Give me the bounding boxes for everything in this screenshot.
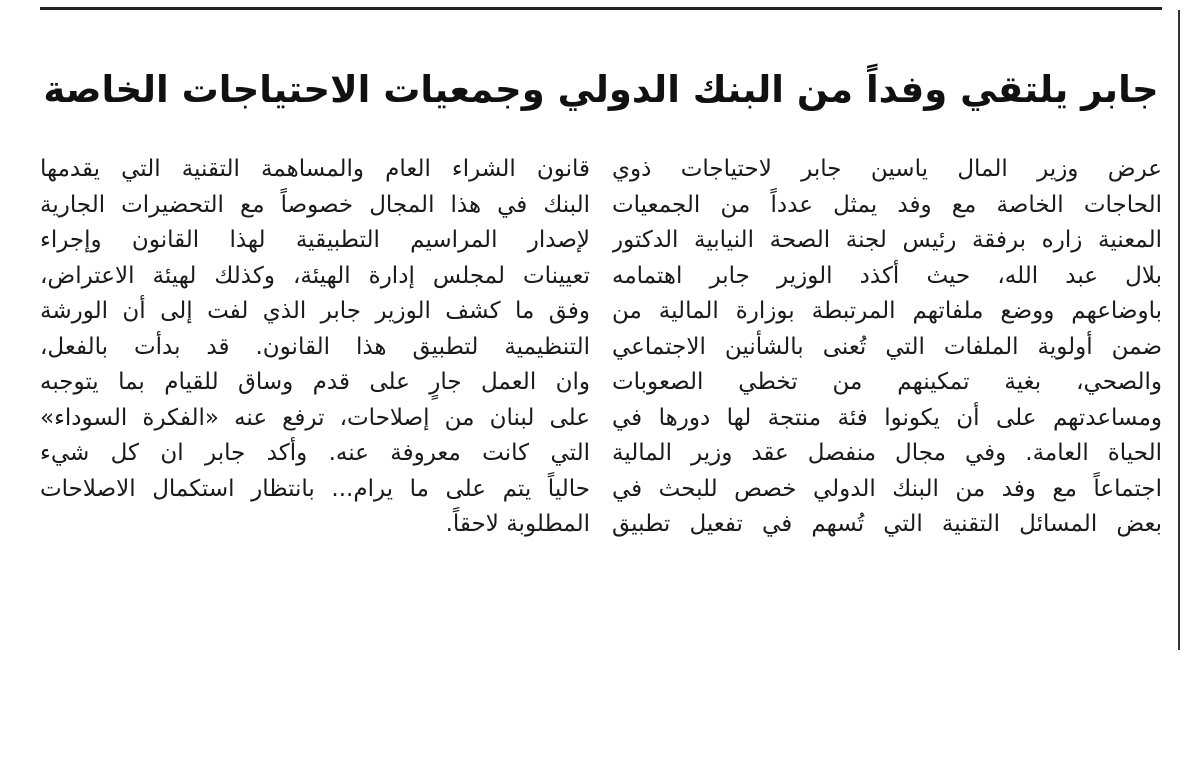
body-line: اجتماعاً مع وفد من البنك الدولي خصص للبحث في bbox=[612, 475, 1162, 502]
body-line: التي كانت معروفة عنه. وأكد جابر ان كل شيء bbox=[40, 440, 590, 466]
body-line: البنك في هذا المجال خصوصاً مع التحضيرات الجارية bbox=[40, 191, 590, 218]
body-line: المعنية زاره برفقة رئيس لجنة الصحة النيابية الدكتور bbox=[612, 227, 1162, 253]
body-line: ضمن أولوية الملفات التي تُعنى بالشأنين الاجتماعي bbox=[612, 333, 1162, 360]
body-line: عرض وزير المال ياسين جابر لاحتياجات ذوي bbox=[612, 156, 1162, 182]
body-line: والصحي، بغية تمكينهم من تخطي الصعوبات bbox=[612, 369, 1162, 395]
body-line: تعيينات لمجلس إدارة الهيئة، وكذلك لهيئة الاعتراض، bbox=[40, 262, 590, 289]
body-line: بعض المسائل التقنية التي تُسهم في تفعيل تطبيق bbox=[612, 511, 1162, 537]
body-line: ومساعدتهم على أن يكونوا فئة منتجة لها دورها في bbox=[612, 404, 1162, 431]
body-line: حالياً يتم على ما يرام... بانتظار استكمال الاصلاحات bbox=[40, 475, 590, 502]
body-line: وان العمل جارٍ على قدم وساق للقيام بما يتوجبه bbox=[40, 369, 590, 395]
body-line: بلال عبد الله، حيث أكذد الوزير جابر اهتمامه bbox=[612, 262, 1162, 289]
top-rule bbox=[40, 7, 1162, 10]
body-line: الحاجات الخاصة مع وفد يمثل عدداً من الجمعيات bbox=[612, 191, 1162, 218]
body-line: باوضاعهم ووضع ملفاتهم المرتبطة بوزارة المالية من bbox=[612, 298, 1162, 324]
body-line: على لبنان من إصلاحات، ترفع عنه «الفكرة السوداء» bbox=[40, 404, 590, 431]
body-line: التنظيمية لتطبيق هذا القانون. قد بدأت بالفعل، bbox=[40, 333, 590, 360]
body-line: قانون الشراء العام والمساهمة التقنية التي يقدمها bbox=[40, 156, 590, 182]
article-column-left bbox=[40, 152, 590, 543]
article-column-right bbox=[612, 152, 1162, 543]
right-column-rule bbox=[1178, 10, 1180, 650]
body-line: وفق ما كشف الوزير جابر الذي لفت إلى أن الورشة bbox=[40, 298, 590, 324]
body-line: المطلوبة لاحقاً. bbox=[445, 511, 590, 537]
body-line: الحياة العامة. وفي مجال منفصل عقد وزير المالية bbox=[612, 440, 1162, 466]
body-line: لإصدار المراسيم التطبيقية لهذا القانون وإجراء bbox=[40, 227, 590, 253]
article-headline: جابر يلتقي وفداً من البنك الدولي وجمعيات الاحتياجات الخاصة bbox=[43, 68, 1159, 111]
